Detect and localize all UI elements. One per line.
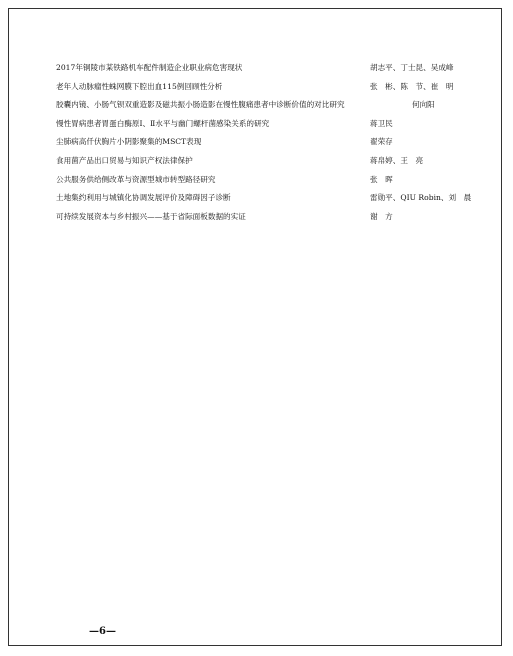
article-title: 胶囊内镜、小肠气钡双重造影及磁共振小肠造影在慢性腹痛患者中诊断价值的对比研究 <box>56 100 345 110</box>
list-item <box>56 115 476 134</box>
list-item <box>56 59 476 78</box>
article-authors: 蒋帛婷、王 亮 <box>370 155 424 165</box>
article-list <box>56 59 476 226</box>
list-item <box>56 171 476 190</box>
list-item <box>56 152 476 171</box>
list-item <box>56 96 476 115</box>
article-title: 土地集约利用与城镇化协调发展评价及障碍因子诊断 <box>56 193 231 203</box>
list-item <box>56 133 476 152</box>
list-item <box>56 208 476 227</box>
article-authors: 蒋卫民 <box>370 118 393 128</box>
article-title: 可持续发展资本与乡村振兴——基于省际面板数据的实证 <box>56 211 246 221</box>
article-title: 慢性胃病患者胃蛋白酶原Ⅰ、Ⅱ水平与幽门螺杆菌感染关系的研究 <box>56 118 270 128</box>
page-number: —6— <box>89 626 116 637</box>
article-authors: 雷勋平、QIU Robin、刘 晨 <box>370 193 472 203</box>
article-authors: 翟荣存 <box>370 137 393 147</box>
article-authors: 胡志平、丁士昆、吴成峰 <box>370 63 454 72</box>
article-title: 公共服务供给侧改革与资源型城市转型路径研究 <box>56 174 216 184</box>
article-title: 老年人动脉瘤性蛛网膜下腔出血115例回顾性分析 <box>56 81 223 91</box>
article-authors: 谢 方 <box>370 211 393 221</box>
article-title: 尘肺病高仟伏胸片小阴影聚集的MSCT表现 <box>56 137 202 147</box>
list-item <box>56 78 476 97</box>
article-title: 食用菌产品出口贸易与知识产权法律保护 <box>56 155 193 165</box>
article-title: 2017年铜陵市某铁路机车配件制造企业职业病危害现状 <box>56 63 243 72</box>
article-authors: 张 晖 <box>370 174 393 184</box>
list-item <box>56 189 476 208</box>
article-authors: 张 彬、陈 节、崔 明 <box>370 81 454 91</box>
article-authors: 何向阳 <box>412 100 435 110</box>
